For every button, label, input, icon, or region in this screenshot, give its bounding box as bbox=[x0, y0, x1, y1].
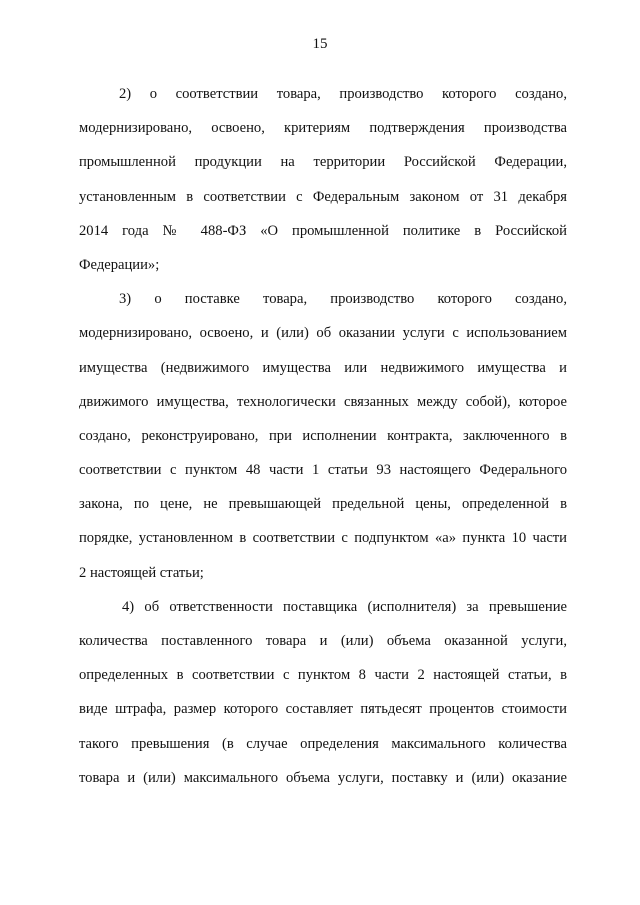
paragraph-item-2 bbox=[79, 77, 567, 282]
paragraph-line: закона, по цене, не превышающей предельной цены, определенной в bbox=[79, 496, 567, 513]
paragraph-line: движимого имущества, технологически связанных между собой), которое bbox=[79, 393, 567, 410]
paragraph-line: промышленной продукции на территории Российской Федерации, bbox=[79, 154, 567, 171]
paragraph-line: порядке, установленном в соответствии с подпунктом «а» пункта 10 части bbox=[79, 530, 567, 547]
paragraph-line: модернизировано, освоено, и (или) об оказании услуги с использованием bbox=[79, 325, 567, 342]
paragraph-line: 2 настоящей статьи; bbox=[79, 564, 204, 581]
paragraph-line: установленным в соответствии с Федеральным законом от 31 декабря bbox=[79, 188, 567, 205]
paragraph-line: имущества (недвижимого имущества или недвижимого имущества и bbox=[79, 359, 567, 376]
paragraph-line: Федерации»; bbox=[79, 256, 160, 273]
paragraph-line: количества поставленного товара и (или) объема оказанной услуги, bbox=[79, 633, 567, 649]
paragraph-line: 3) о поставке товара, производство которого создано, bbox=[119, 291, 567, 308]
paragraph-line: 2014 года № 488-ФЗ «О промышленной политике в Российской bbox=[79, 222, 567, 239]
paragraph-line: товара и (или) максимального объема услуги, поставку и (или) оказание bbox=[79, 769, 567, 786]
paragraph-item-3 bbox=[79, 282, 567, 590]
paragraph-line: 4) об ответственности поставщика (исполнителя) за превышение bbox=[122, 598, 567, 615]
page-number: 15 bbox=[312, 36, 328, 52]
paragraph-line: определенных в соответствии с пунктом 8 части 2 настоящей статьи, в bbox=[79, 667, 567, 684]
paragraph-line: такого превышения (в случае определения максимального количества bbox=[79, 735, 567, 752]
paragraph-line: создано, реконструировано, при исполнении контракта, заключенного в bbox=[79, 427, 567, 444]
paragraph-line: 2) о соответствии товара, производство которого создано, bbox=[119, 86, 567, 102]
paragraph-item-4 bbox=[79, 590, 567, 795]
paragraph-line: виде штрафа, размер которого составляет пятьдесят процентов стоимости bbox=[79, 701, 567, 718]
paragraph-line: модернизировано, освоено, критериям подтверждения производства bbox=[79, 120, 567, 137]
paragraph-line: соответствии с пунктом 48 части 1 статьи 93 настоящего Федерального bbox=[79, 462, 567, 479]
document-body bbox=[79, 77, 567, 795]
